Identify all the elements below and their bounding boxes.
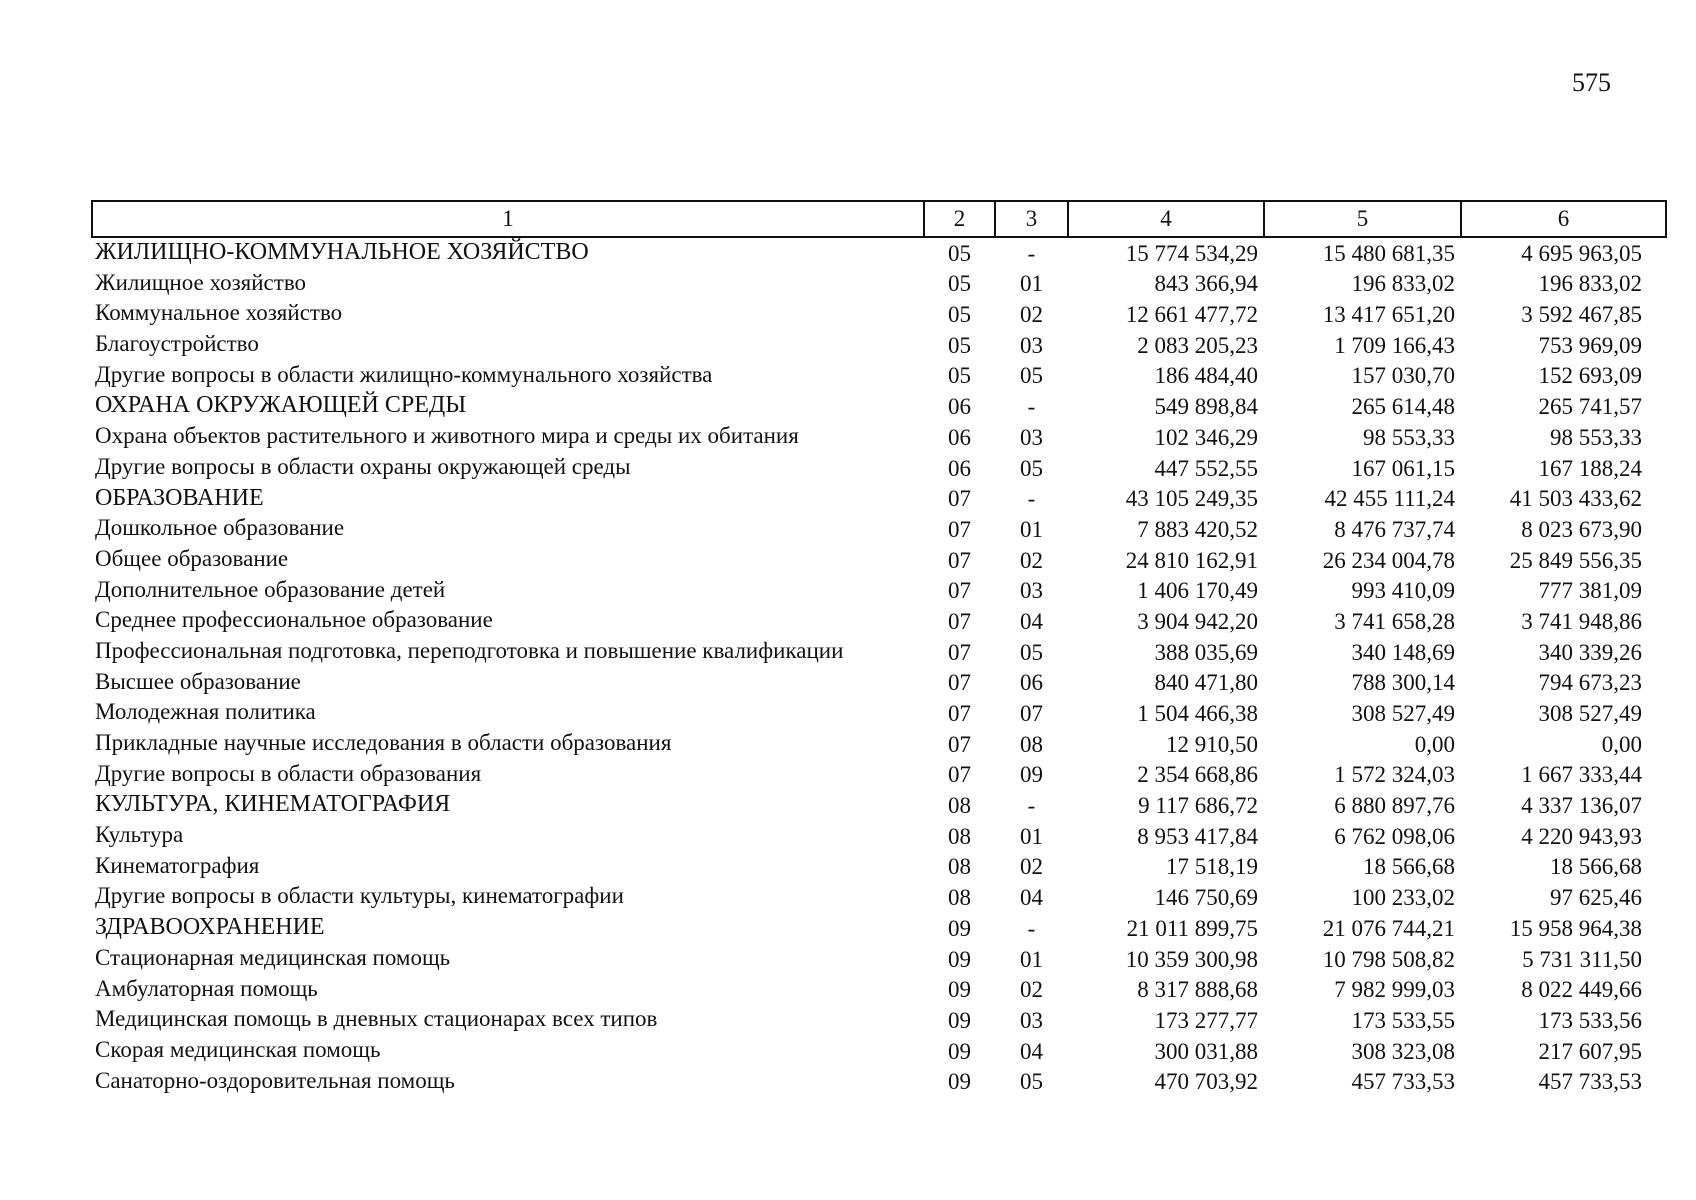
value-col-5: 18 566,68: [1363, 854, 1455, 880]
subsection-code: -: [1027, 394, 1036, 420]
row-name: Профессиональная подготовка, переподготовка и повышение квалификации: [95, 637, 844, 663]
table-row: [92, 1036, 1666, 1067]
row-name: Другие вопросы в области образования: [95, 760, 482, 786]
page-number: 575: [1572, 68, 1611, 97]
row-name: Коммунальное хозяйство: [95, 300, 343, 326]
table-row: [92, 637, 1666, 668]
section-code: 07: [948, 486, 971, 512]
subsection-code: 02: [1020, 547, 1043, 573]
value-col-5: 788 300,14: [1351, 670, 1455, 696]
value-col-4: 8 953 417,84: [1137, 823, 1258, 849]
row-name: Дошкольное образование: [95, 515, 345, 541]
section-code: 07: [948, 608, 971, 634]
subsection-code: 01: [1020, 271, 1043, 297]
value-col-5: 8 476 737,74: [1334, 516, 1455, 542]
section-code: 09: [948, 1069, 971, 1095]
value-col-4: 102 346,29: [1154, 424, 1258, 450]
value-col-4: 549 898,84: [1154, 394, 1258, 420]
value-col-5: 1 572 324,03: [1334, 762, 1455, 788]
value-col-6: 196 833,02: [1538, 271, 1642, 297]
row-name: Охрана объектов растительного и животного мира и среды их обитания: [95, 423, 799, 449]
value-col-6: 25 849 556,35: [1509, 547, 1642, 573]
section-code: 07: [948, 762, 971, 788]
table-row: [92, 269, 1666, 300]
value-col-5: 10 798 508,82: [1322, 946, 1455, 972]
row-name: Высшее образование: [95, 668, 301, 694]
value-col-6: 8 022 449,66: [1521, 977, 1642, 1003]
section-code: 07: [948, 516, 971, 542]
section-code: 05: [948, 240, 971, 266]
table-row: [92, 545, 1666, 576]
section-row: [92, 391, 1666, 422]
value-col-5: 308 323,08: [1351, 1038, 1455, 1064]
value-col-5: 15 480 681,35: [1322, 240, 1455, 266]
value-col-4: 470 703,92: [1154, 1069, 1258, 1095]
value-col-4: 24 810 162,91: [1125, 547, 1258, 573]
header-col-3: 3: [995, 201, 1068, 237]
table-row: [92, 576, 1666, 607]
subsection-code: 03: [1020, 332, 1043, 358]
row-name: Медицинская помощь в дневных стационарах всех типов: [95, 1006, 658, 1032]
value-col-6: 5 731 311,50: [1522, 946, 1642, 972]
value-col-6: 15 958 964,38: [1509, 915, 1642, 941]
subsection-code: 01: [1020, 946, 1043, 972]
section-row: [92, 790, 1666, 821]
value-col-5: 7 982 999,03: [1334, 977, 1455, 1003]
row-name: Амбулаторная помощь: [95, 975, 318, 1001]
section-code: 09: [948, 946, 971, 972]
table-header: [92, 201, 1666, 237]
value-col-5: 3 741 658,28: [1334, 608, 1455, 634]
value-col-4: 2 083 205,23: [1137, 332, 1258, 358]
table-row: [92, 330, 1666, 361]
value-col-5: 42 455 111,24: [1324, 486, 1455, 512]
value-col-6: 98 553,33: [1550, 424, 1642, 450]
table-row: [92, 299, 1666, 330]
section-code: 07: [948, 578, 971, 604]
subsection-code: 04: [1020, 1038, 1043, 1064]
value-col-6: 3 741 948,86: [1521, 608, 1642, 634]
value-col-6: 777 381,09: [1538, 578, 1642, 604]
subsection-code: 02: [1020, 977, 1043, 1003]
subsection-code: 02: [1020, 854, 1043, 880]
section-code: 08: [948, 793, 971, 819]
value-col-5: 13 417 651,20: [1322, 302, 1455, 328]
row-name: Стационарная медицинская помощь: [95, 944, 451, 970]
row-name: Другие вопросы в области жилищно-коммунального хозяйства: [95, 361, 713, 387]
section-code: 08: [948, 823, 971, 849]
value-col-5: 21 076 744,21: [1322, 915, 1455, 941]
subsection-code: 04: [1020, 885, 1043, 911]
value-col-5: 100 233,02: [1351, 885, 1455, 911]
subsection-code: 06: [1020, 670, 1043, 696]
value-col-5: 6 762 098,06: [1334, 823, 1455, 849]
subsection-code: 03: [1020, 1007, 1043, 1033]
table-row: [92, 668, 1666, 699]
row-name: ЗДРАВООХРАНЕНИЕ: [95, 914, 325, 941]
value-col-6: 340 339,26: [1538, 639, 1642, 665]
value-col-4: 3 904 942,20: [1137, 608, 1258, 634]
value-col-5: 308 527,49: [1351, 701, 1455, 726]
subsection-code: 03: [1020, 424, 1043, 450]
value-col-4: 2 354 668,86: [1137, 762, 1258, 788]
section-code: 05: [948, 363, 971, 389]
section-code: 09: [948, 1038, 971, 1064]
section-code: 06: [948, 394, 971, 420]
value-col-6: 18 566,68: [1550, 854, 1642, 880]
table-row: [92, 760, 1666, 791]
value-col-5: 157 030,70: [1351, 363, 1455, 389]
subsection-code: -: [1027, 793, 1036, 819]
value-col-6: 4 337 136,07: [1521, 793, 1642, 819]
section-code: 08: [948, 885, 971, 911]
subsection-code: 07: [1020, 701, 1043, 726]
subsection-code: 03: [1020, 578, 1043, 604]
value-col-5: 0,00: [1414, 731, 1455, 757]
value-col-4: 12 910,50: [1166, 731, 1258, 757]
section-code: 07: [948, 639, 971, 665]
section-code: 05: [948, 302, 971, 328]
section-code: 07: [948, 701, 971, 726]
value-col-6: 457 733,53: [1538, 1069, 1642, 1095]
subsection-code: 01: [1020, 516, 1043, 542]
section-code: 07: [948, 670, 971, 696]
header-col-2: 2: [924, 201, 995, 237]
section-code: 09: [948, 1007, 971, 1033]
section-code: 06: [948, 455, 971, 481]
value-col-6: 4 695 963,05: [1521, 240, 1642, 266]
value-col-4: 447 552,55: [1154, 455, 1258, 481]
subsection-code: 05: [1020, 1069, 1043, 1095]
section-code: 06: [948, 424, 971, 450]
subsection-code: -: [1027, 240, 1036, 266]
subsection-code: 02: [1020, 302, 1043, 328]
section-code: 05: [948, 271, 971, 297]
section-row: [92, 484, 1666, 515]
section-row: [92, 913, 1666, 944]
row-name: Прикладные научные исследования в области образования: [95, 730, 672, 755]
budget-table: [91, 200, 1667, 1097]
value-col-5: 98 553,33: [1363, 424, 1455, 450]
value-col-5: 1 709 166,43: [1334, 332, 1455, 358]
value-col-4: 15 774 534,29: [1125, 240, 1258, 266]
subsection-code: -: [1027, 486, 1036, 512]
value-col-6: 167 188,24: [1538, 455, 1642, 481]
row-name: Благоустройство: [95, 331, 259, 357]
table-row: [92, 852, 1666, 883]
table-row: [92, 729, 1666, 760]
row-name: Молодежная политика: [95, 699, 316, 725]
table-row: [92, 1067, 1666, 1098]
value-col-5: 196 833,02: [1351, 271, 1455, 297]
value-col-5: 993 410,09: [1351, 578, 1455, 604]
row-name: Санаторно-оздоровительная помощь: [95, 1067, 455, 1093]
row-name: Общее образование: [95, 545, 289, 571]
subsection-code: 08: [1020, 731, 1043, 757]
row-name: КУЛЬТУРА, КИНЕМАТОГРАФИЯ: [95, 791, 451, 818]
value-col-6: 41 503 433,62: [1509, 486, 1642, 512]
section-row: [92, 237, 1666, 269]
subsection-code: -: [1027, 915, 1036, 941]
subsection-code: 04: [1020, 608, 1043, 634]
value-col-4: 300 031,88: [1154, 1038, 1258, 1064]
table-row: [92, 975, 1666, 1006]
table-row: [92, 1005, 1666, 1036]
table-row: [92, 882, 1666, 913]
value-col-4: 1 406 170,49: [1137, 578, 1258, 604]
section-code: 05: [948, 332, 971, 358]
row-name: Другие вопросы в области охраны окружающей среды: [95, 453, 631, 479]
header-col-5: 5: [1264, 201, 1461, 237]
value-col-6: 265 741,57: [1538, 394, 1642, 420]
row-name: Кинематография: [95, 852, 260, 878]
row-name: Другие вопросы в области культуры, кинематографии: [95, 883, 624, 909]
value-col-6: 794 673,23: [1538, 670, 1642, 696]
subsection-code: 05: [1020, 639, 1043, 665]
table-row: [92, 453, 1666, 484]
value-col-6: 1 667 333,44: [1521, 762, 1642, 788]
header-row: [92, 201, 1666, 237]
value-col-6: 152 693,09: [1538, 363, 1642, 389]
section-code: 09: [948, 915, 971, 941]
value-col-4: 43 105 249,35: [1125, 486, 1258, 512]
value-col-6: 217 607,95: [1538, 1038, 1642, 1064]
value-col-4: 8 317 888,68: [1137, 977, 1258, 1003]
value-col-4: 12 661 477,72: [1125, 302, 1258, 328]
value-col-4: 388 035,69: [1154, 639, 1258, 665]
section-code: 07: [948, 547, 971, 573]
value-col-6: 753 969,09: [1538, 332, 1642, 358]
table-row: [92, 821, 1666, 852]
value-col-5: 457 733,53: [1351, 1069, 1455, 1095]
table-row: [92, 514, 1666, 545]
value-col-6: 308 527,49: [1538, 701, 1642, 726]
section-code: 08: [948, 854, 971, 880]
value-col-4: 1 504 466,38: [1137, 701, 1258, 726]
value-col-4: 146 750,69: [1154, 885, 1258, 911]
row-name: ОХРАНА ОКРУЖАЮЩЕЙ СРЕДЫ: [95, 392, 467, 419]
row-name: Дополнительное образование детей: [95, 576, 446, 602]
value-col-5: 167 061,15: [1351, 455, 1455, 481]
row-name: Среднее профессиональное образование: [95, 607, 493, 633]
table-row: [92, 606, 1666, 637]
value-col-4: 10 359 300,98: [1125, 946, 1258, 972]
value-col-6: 0,00: [1601, 731, 1642, 757]
subsection-code: 09: [1020, 762, 1043, 788]
section-code: 09: [948, 977, 971, 1003]
value-col-4: 173 277,77: [1154, 1007, 1258, 1033]
value-col-4: 840 471,80: [1154, 670, 1258, 696]
value-col-5: 265 614,48: [1351, 394, 1455, 420]
row-name: Скорая медицинская помощь: [95, 1036, 381, 1062]
header-col-6: 6: [1461, 201, 1666, 237]
subsection-code: 05: [1020, 363, 1043, 389]
table-row: [92, 361, 1666, 392]
row-name: Жилищное хозяйство: [95, 269, 307, 295]
value-col-4: 21 011 899,75: [1126, 915, 1258, 941]
table-row: [92, 422, 1666, 453]
table-body: [92, 237, 1666, 1097]
row-name: Культура: [95, 822, 184, 848]
value-col-6: 3 592 467,85: [1521, 302, 1642, 328]
value-col-4: 843 366,94: [1154, 271, 1258, 297]
value-col-5: 26 234 004,78: [1322, 547, 1455, 573]
value-col-5: 340 148,69: [1351, 639, 1455, 665]
value-col-4: 186 484,40: [1154, 363, 1258, 389]
header-col-1: 1: [92, 201, 924, 237]
subsection-code: 05: [1020, 455, 1043, 481]
value-col-4: 7 883 420,52: [1137, 516, 1258, 542]
subsection-code: 01: [1020, 823, 1043, 849]
value-col-6: 173 533,56: [1538, 1007, 1642, 1033]
value-col-5: 173 533,55: [1351, 1007, 1455, 1033]
value-col-4: 9 117 686,72: [1138, 793, 1258, 819]
row-name: ЖИЛИЩНО-КОММУНАЛЬНОЕ ХОЗЯЙСТВО: [95, 239, 589, 265]
value-col-6: 8 023 673,90: [1521, 516, 1642, 542]
header-col-4: 4: [1068, 201, 1264, 237]
value-col-5: 6 880 897,76: [1334, 793, 1455, 819]
section-code: 07: [948, 731, 971, 757]
table-row: [92, 698, 1666, 729]
value-col-4: 17 518,19: [1166, 854, 1258, 880]
value-col-6: 4 220 943,93: [1521, 823, 1642, 849]
value-col-6: 97 625,46: [1550, 885, 1642, 911]
row-name: ОБРАЗОВАНИЕ: [95, 484, 264, 511]
table-row: [92, 944, 1666, 975]
